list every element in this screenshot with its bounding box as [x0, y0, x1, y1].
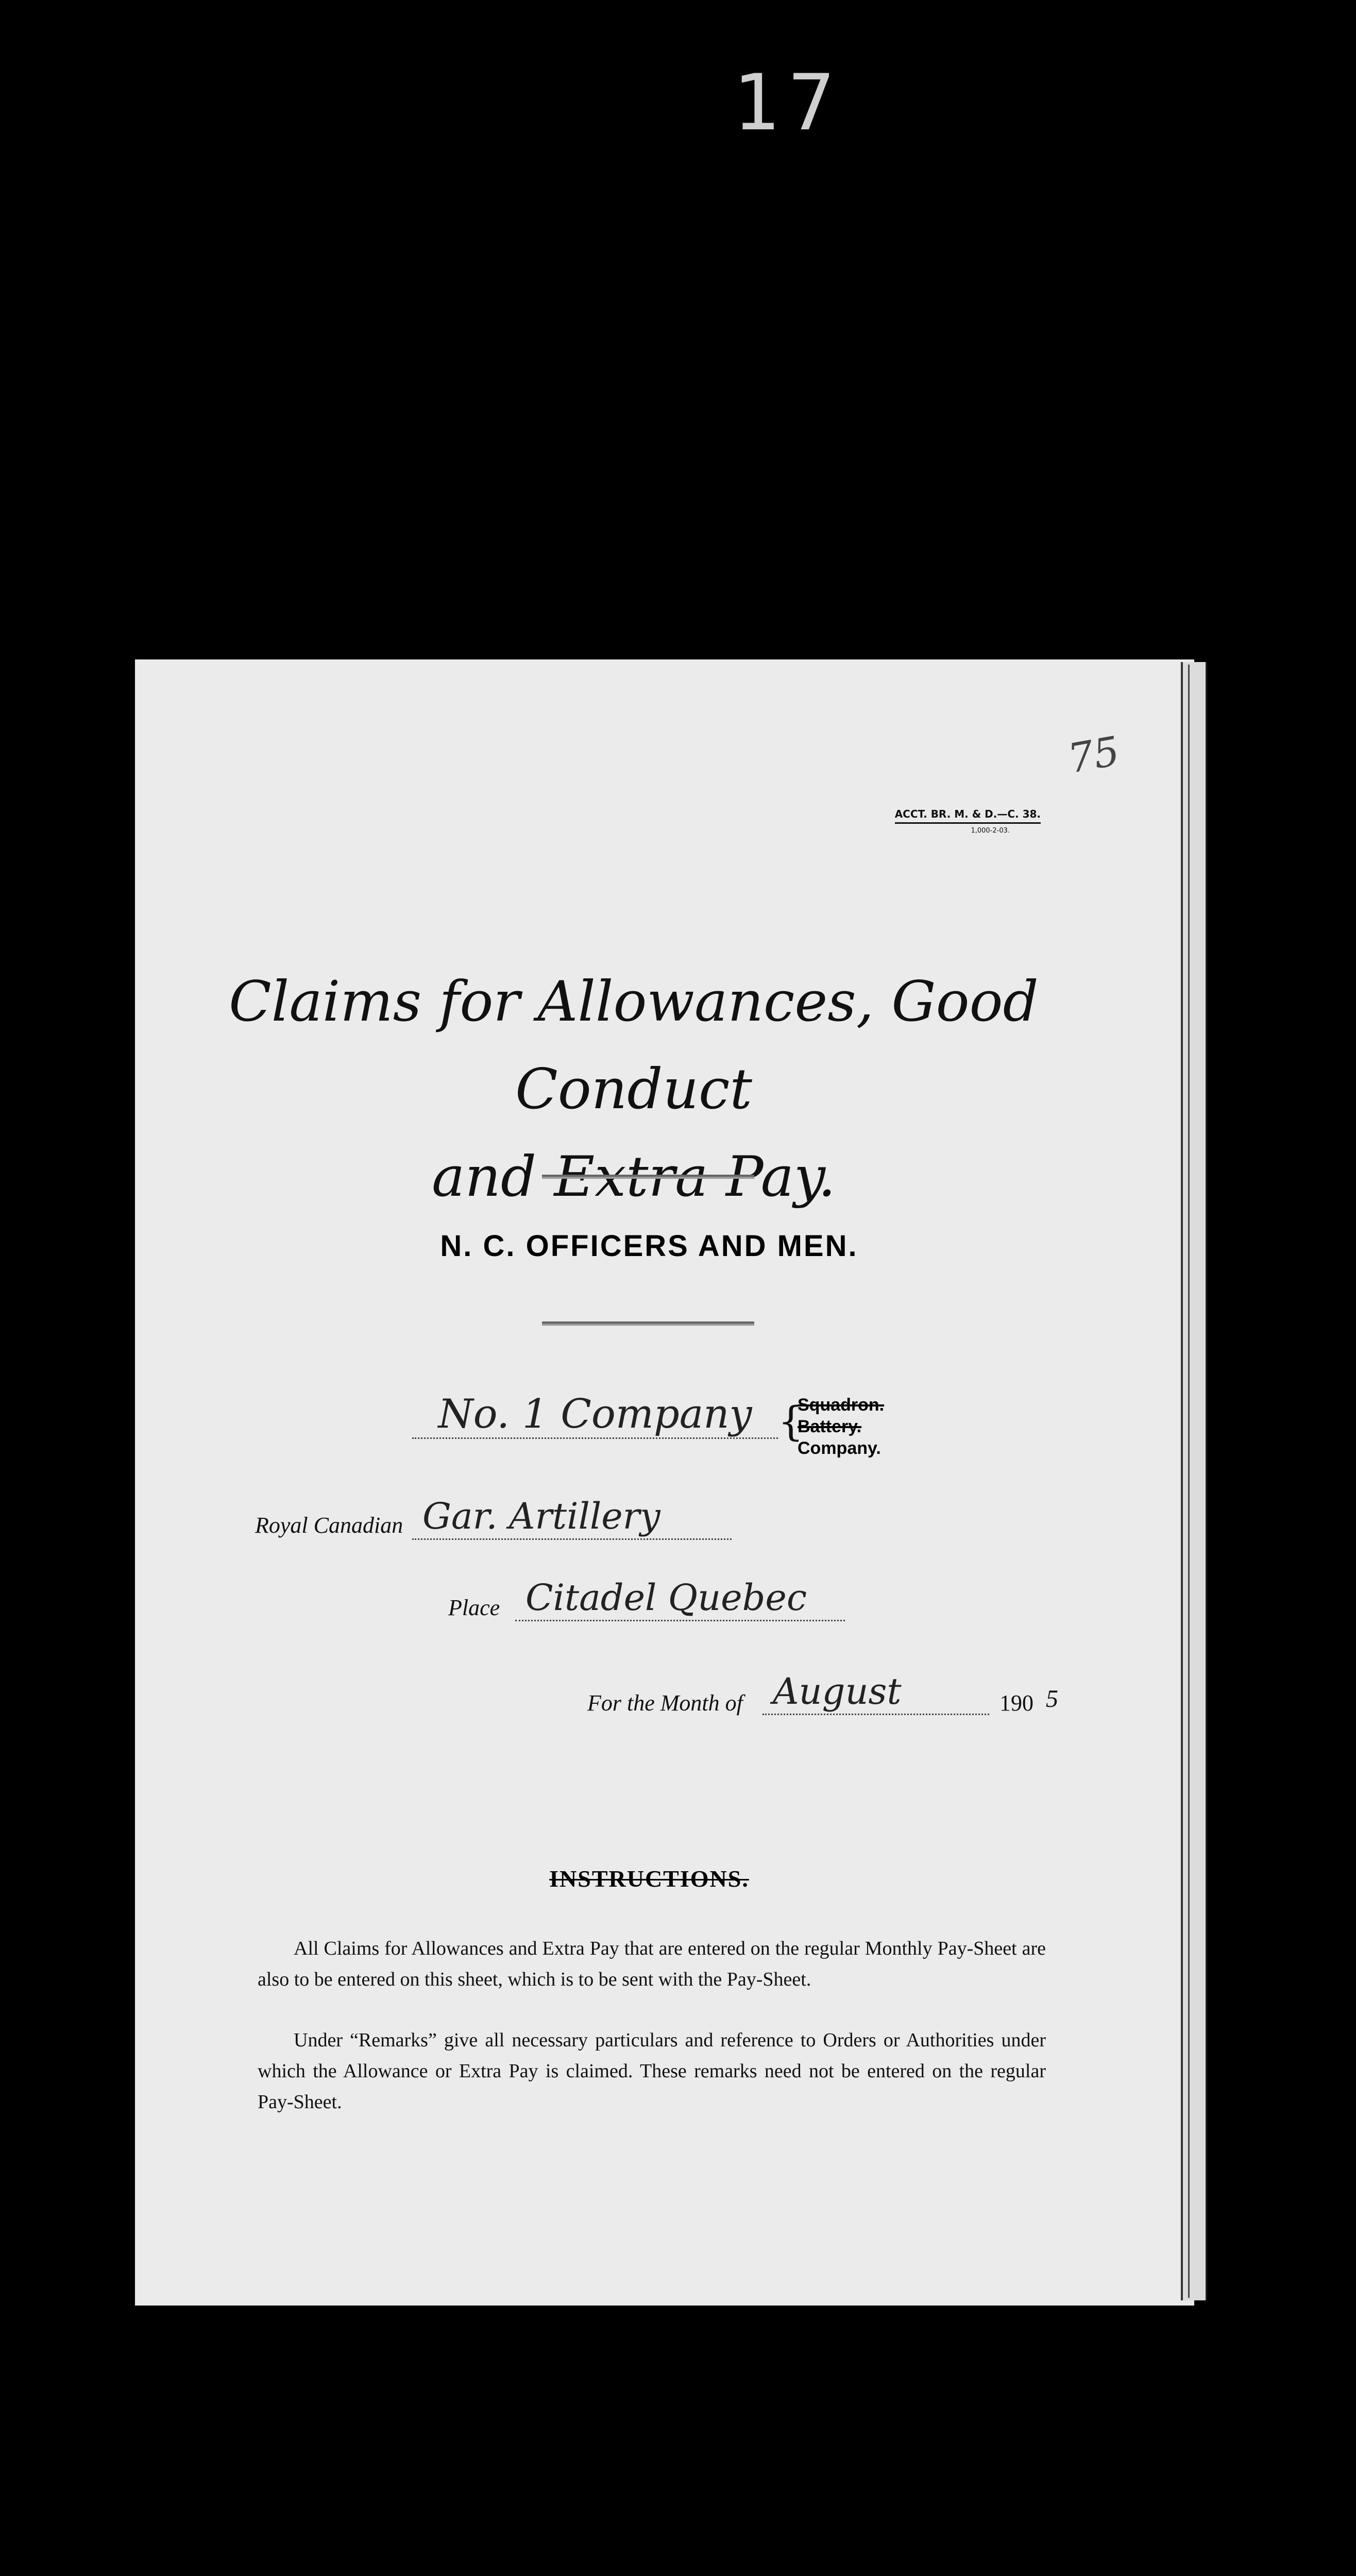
- place-value: Citadel Quebec: [515, 1575, 845, 1621]
- year-suffix: 5: [1046, 1685, 1058, 1713]
- divider-top: [542, 1175, 754, 1179]
- instructions-para-2: Under “Remarks” give all necessary particulars and reference to Orders or Authorities under which the Allowance or Extra Pay is claimed. These remarks need not be entered on the regular Pay-Sheet.: [258, 2029, 1046, 2113]
- unit-options: [798, 1394, 901, 1459]
- month-value: August: [762, 1669, 989, 1715]
- instructions-heading: INSTRUCTIONS.: [549, 1866, 749, 1892]
- royal-canadian-value: Gar. Artillery: [412, 1494, 732, 1540]
- unit-option-squadron: Squadron.: [798, 1395, 885, 1415]
- form-code: [814, 808, 1041, 835]
- year-prefix: 190: [999, 1690, 1033, 1716]
- unit-handwritten: No. 1 Company: [412, 1391, 778, 1439]
- unit-option-company: Company.: [798, 1438, 881, 1458]
- sheet-edge-line: [1188, 665, 1190, 2298]
- instructions-para-1: All Claims for Allowances and Extra Pay that are entered on the regular Monthly Pay-Sheet are also to be entered on this sheet, which is to be sent with the Pay-Sheet.: [258, 1938, 1046, 1990]
- royal-canadian-label: Royal Canadian: [255, 1513, 403, 1538]
- section-heading: N. C. OFFICERS AND MEN.: [440, 1229, 858, 1263]
- frame-number: 17: [732, 58, 844, 148]
- title-line-2: and Extra Pay.: [431, 1145, 836, 1209]
- unit-option-battery: Battery.: [798, 1417, 862, 1436]
- form-code-line1: ACCT. BR. M. & D.—C. 38.: [895, 808, 1041, 824]
- unit-brace: {: [778, 1399, 804, 1445]
- form-code-line2: 1,000-2-03.: [971, 827, 1010, 835]
- place-label: Place: [448, 1595, 500, 1620]
- form-title: [196, 958, 1072, 1221]
- sheet-edge: [1181, 662, 1207, 2300]
- title-line-1: Claims for Allowances, Good Conduct: [229, 970, 1039, 1122]
- divider-bottom: [542, 1321, 754, 1326]
- month-label: For the Month of: [587, 1690, 743, 1716]
- page-mark: 75: [1064, 728, 1123, 783]
